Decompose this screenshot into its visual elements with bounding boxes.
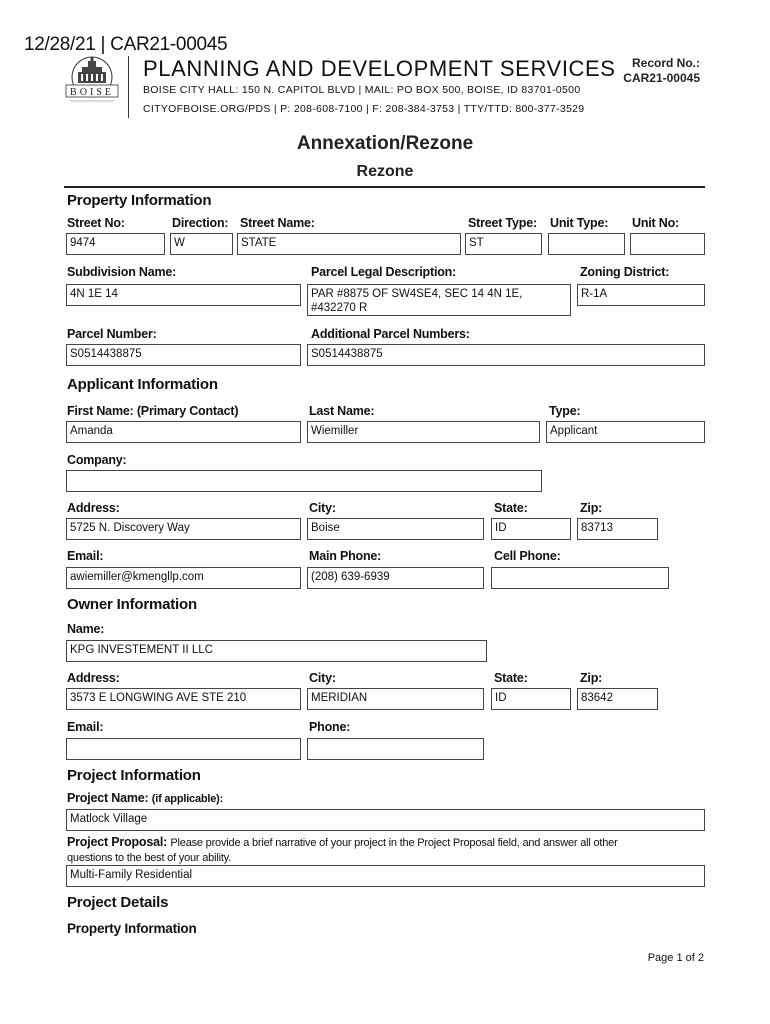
- street-type-label: Street Type:: [468, 216, 537, 230]
- project-heading: Project Information: [67, 767, 201, 784]
- company-label: Company:: [67, 453, 127, 467]
- street-no-field[interactable]: 9474: [66, 233, 165, 255]
- legal-desc-field[interactable]: [307, 284, 571, 316]
- applicant-email-label: Email:: [67, 549, 104, 563]
- applicant-type-field[interactable]: Applicant: [546, 421, 705, 443]
- applicant-city-field[interactable]: Boise: [307, 518, 484, 540]
- project-name-label-row: [67, 791, 223, 805]
- details-property-subheading: Property Information: [67, 921, 197, 936]
- zoning-field[interactable]: R-1A: [577, 284, 705, 306]
- title-rule: [64, 186, 705, 188]
- company-field[interactable]: [66, 470, 542, 492]
- boise-city-logo: [64, 55, 120, 115]
- org-title: PLANNING AND DEVELOPMENT SERVICES: [143, 56, 616, 81]
- cell-phone-field[interactable]: [491, 567, 669, 589]
- project-details-heading: Project Details: [67, 894, 169, 911]
- main-phone-field[interactable]: (208) 639-6939: [307, 567, 484, 589]
- applicant-zip-label: Zip:: [580, 501, 603, 515]
- direction-label: Direction:: [172, 216, 229, 230]
- owner-city-label: City:: [309, 671, 336, 685]
- applicant-type-label: Type:: [549, 404, 581, 418]
- parcel-field[interactable]: S0514438875: [66, 344, 301, 366]
- owner-name-label: Name:: [67, 622, 105, 636]
- address-line: BOISE CITY HALL: 150 N. CAPITOL BLVD | MAIL: PO BOX 500, BOISE, ID 83701-0500: [143, 84, 581, 96]
- project-proposal-field[interactable]: Multi-Family Residential: [66, 865, 705, 887]
- project-proposal-label: Project Proposal:: [67, 835, 168, 849]
- street-name-label: Street Name:: [240, 216, 315, 230]
- additional-parcels-field[interactable]: S0514438875: [307, 344, 705, 366]
- owner-state-field[interactable]: ID: [491, 688, 571, 710]
- first-name-label: First Name: (Primary Contact): [67, 404, 239, 418]
- owner-name-field[interactable]: KPG INVESTEMENT II LLC: [66, 640, 487, 662]
- applicant-email-field[interactable]: awiemiller@kmengllp.com: [66, 567, 301, 589]
- legal-desc-line-1: PAR #8875 OF SW4SE4, SEC 14 4N 1E,: [311, 288, 523, 300]
- parcel-label: Parcel Number:: [67, 327, 157, 341]
- applicant-state-label: State:: [494, 501, 528, 515]
- applicant-address-field[interactable]: 5725 N. Discovery Way: [66, 518, 301, 540]
- logo-text: BOISE: [70, 87, 114, 98]
- owner-email-field[interactable]: [66, 738, 301, 760]
- owner-address-field[interactable]: 3573 E LONGWING AVE STE 210: [66, 688, 301, 710]
- project-proposal-note-1: Please provide a brief narrative of your project in the Project Proposal field, and answer all other: [170, 837, 618, 849]
- street-name-field[interactable]: STATE: [237, 233, 461, 255]
- main-phone-label: Main Phone:: [309, 549, 382, 563]
- cell-phone-label: Cell Phone:: [494, 549, 561, 563]
- form-subtitle: Rezone: [356, 163, 414, 180]
- street-no-label: Street No:: [67, 216, 125, 230]
- street-type-field[interactable]: ST: [465, 233, 542, 255]
- owner-email-label: Email:: [67, 720, 104, 734]
- direction-field[interactable]: W: [170, 233, 233, 255]
- project-proposal-note-2: questions to the best of your ability.: [67, 852, 232, 864]
- last-name-field[interactable]: Wiemiller: [307, 421, 540, 443]
- legal-desc-line-2: #432270 R: [311, 302, 368, 314]
- applicant-state-field[interactable]: ID: [491, 518, 571, 540]
- owner-phone-field[interactable]: [307, 738, 484, 760]
- zoning-label: Zoning District:: [580, 265, 670, 279]
- unit-no-field[interactable]: [630, 233, 705, 255]
- contact-line: CITYOFBOISE.ORG/PDS | P: 208-608-7100 | F: 208-384-3753 | TTY/TTD: 800-377-3529: [143, 103, 585, 115]
- owner-zip-label: Zip:: [580, 671, 603, 685]
- property-heading: Property Information: [67, 192, 212, 209]
- unit-type-field[interactable]: [548, 233, 625, 255]
- owner-heading: Owner Information: [67, 596, 197, 613]
- last-name-label: Last Name:: [309, 404, 375, 418]
- legal-desc-label: Parcel Legal Description:: [311, 265, 457, 279]
- document-stamp: 12/28/21 | CAR21-00045: [24, 34, 228, 55]
- subdivision-label: Subdivision Name:: [67, 265, 177, 279]
- additional-parcels-label: Additional Parcel Numbers:: [311, 327, 470, 341]
- applicant-address-label: Address:: [67, 501, 120, 515]
- project-name-note: (if applicable):: [151, 793, 224, 805]
- applicant-heading: Applicant Information: [67, 376, 218, 393]
- owner-address-label: Address:: [67, 671, 120, 685]
- subdivision-field[interactable]: 4N 1E 14: [66, 284, 301, 306]
- project-name-field[interactable]: Matlock Village: [66, 809, 705, 831]
- applicant-city-label: City:: [309, 501, 336, 515]
- project-proposal-label-row: [67, 835, 707, 865]
- unit-no-label: Unit No:: [632, 216, 679, 230]
- owner-city-field[interactable]: MERIDIAN: [307, 688, 484, 710]
- header-divider: [128, 56, 129, 118]
- record-value: CAR21-00045: [623, 71, 700, 85]
- owner-zip-field[interactable]: 83642: [577, 688, 658, 710]
- unit-type-label: Unit Type:: [550, 216, 609, 230]
- owner-phone-label: Phone:: [309, 720, 351, 734]
- page-number: Page 1 of 2: [647, 952, 704, 964]
- project-name-label: Project Name:: [67, 791, 149, 805]
- applicant-zip-field[interactable]: 83713: [577, 518, 658, 540]
- record-number-block: [623, 56, 700, 86]
- record-label: Record No.:: [631, 56, 700, 70]
- owner-state-label: State:: [494, 671, 528, 685]
- first-name-field[interactable]: Amanda: [66, 421, 301, 443]
- form-title: Annexation/Rezone: [296, 133, 474, 154]
